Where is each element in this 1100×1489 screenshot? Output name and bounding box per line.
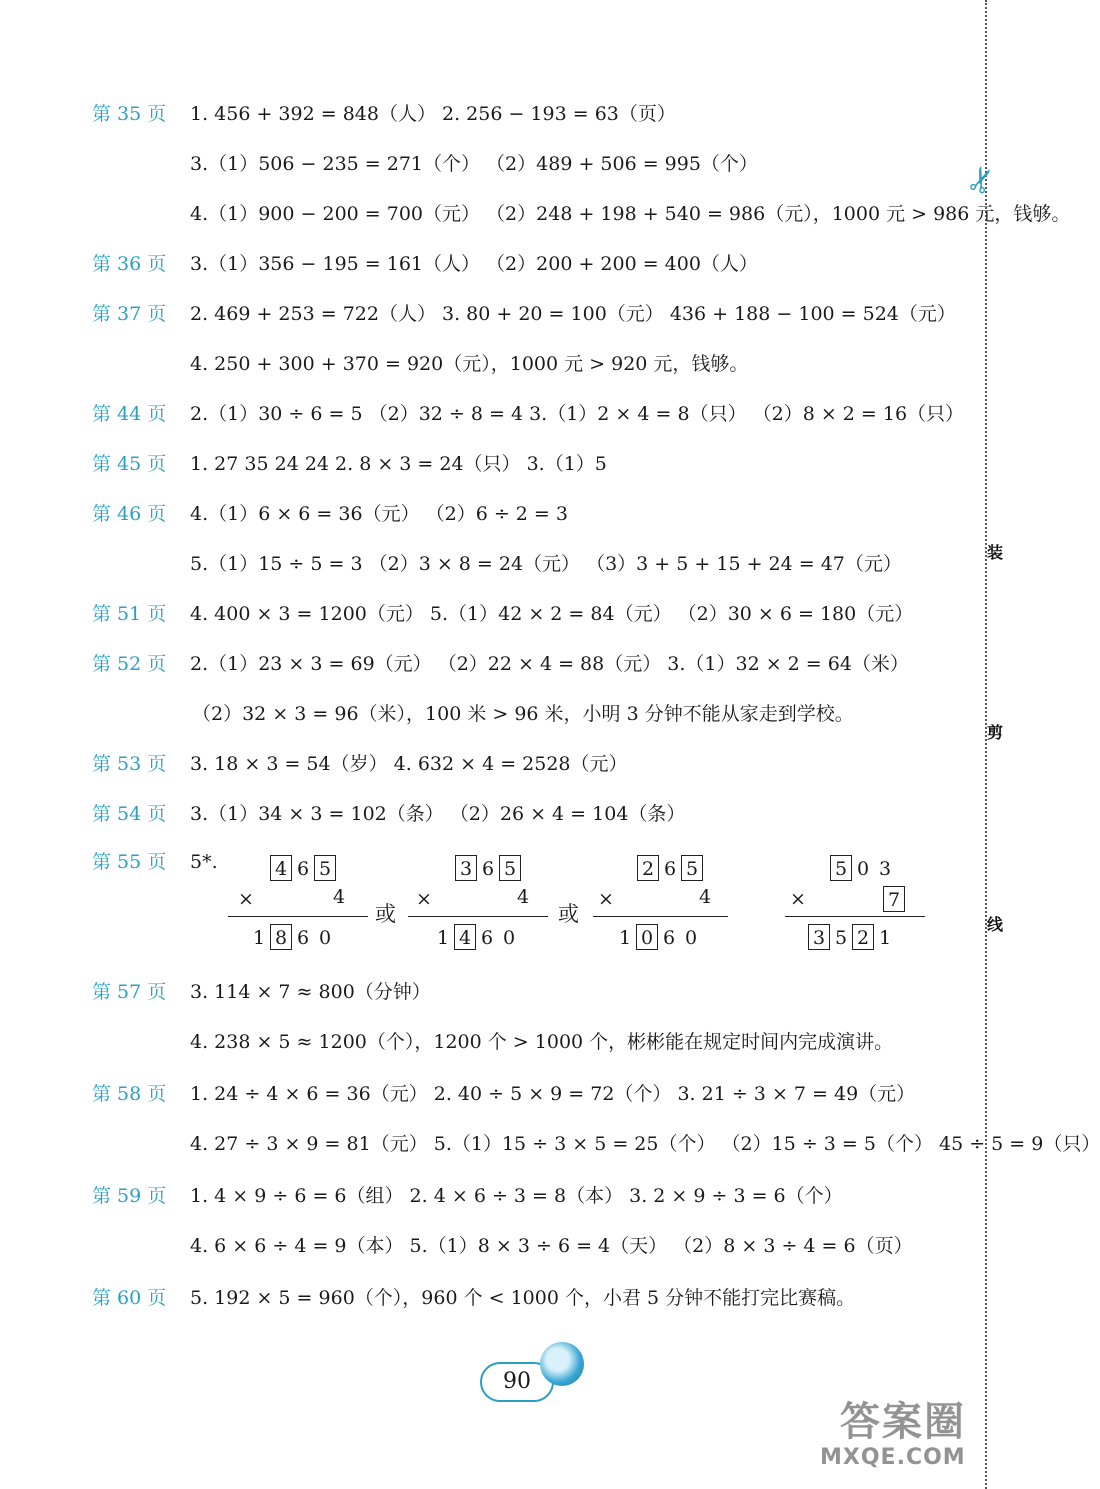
digit: 6 — [662, 927, 676, 949]
mouse-decoration-icon — [540, 1342, 584, 1386]
page-reference-label: 第 53 页 — [92, 753, 167, 775]
or-label: 或 — [375, 902, 396, 926]
answer-text: 1. 27 35 24 24 2. 8 × 3 = 24（只） 3.（1）5 — [190, 453, 607, 475]
multiplicand — [270, 855, 336, 881]
answer-text: 5. 192 × 5 = 960（个），960 个 < 1000 个，小君 5 分钟不能打完比赛稿。 — [190, 1287, 856, 1309]
answer-box-digit: 4 — [454, 924, 476, 950]
answer-text: 3. 114 × 7 ≈ 800（分钟） — [190, 981, 431, 1003]
digit: 5 — [834, 927, 848, 949]
digit: 6 — [296, 858, 310, 880]
multiplier — [694, 886, 716, 908]
multiplication-rule — [408, 916, 548, 917]
digit: 1 — [252, 927, 266, 949]
digit: 6 — [663, 858, 677, 880]
answer-text: 3.（1）34 × 3 = 102（条） （2）26 × 4 = 104（条） — [190, 803, 686, 825]
side-mark: 剪 — [987, 723, 1004, 742]
page-reference-label: 第 58 页 — [92, 1083, 167, 1105]
digit: 1 — [878, 927, 892, 949]
digit: 4 — [516, 886, 530, 908]
answer-text: 2. 469 + 253 = 722（人） 3. 80 + 20 = 100（元） 436 + 188 − 100 = 524（元） — [190, 303, 956, 325]
page-reference-label: 第 36 页 — [92, 253, 167, 275]
answer-text: 2.（1）23 × 3 = 69（元） （2）22 × 4 = 88（元） 3.（1）32 × 2 = 64（米） — [190, 653, 909, 675]
digit: 4 — [698, 886, 712, 908]
watermark — [820, 1390, 995, 1480]
answer-box-digit: 5 — [681, 855, 703, 881]
multiplier — [883, 886, 905, 912]
page-number: 90 — [480, 1362, 554, 1402]
answer-text: 4. 400 × 3 = 1200（元） 5.（1）42 × 2 = 84（元） （2）30 × 6 = 180（元） — [190, 603, 914, 625]
answer-text: 3.（1）506 − 235 = 271（个） （2）489 + 506 = 995（个） — [190, 153, 758, 175]
watermark-url: MXQE.COM — [820, 1445, 966, 1470]
answer-text: 5*. — [190, 851, 218, 873]
times-sign: × — [238, 888, 254, 910]
answer-text: 1. 456 + 392 = 848（人） 2. 256 − 193 = 63（页） — [190, 103, 676, 125]
digit: 6 — [481, 858, 495, 880]
digit: 6 — [480, 927, 494, 949]
answer-text: 4. 6 × 6 ÷ 4 = 9（本） 5.（1）8 × 3 ÷ 6 = 4（天） （2）8 × 3 ÷ 4 = 6（页） — [190, 1235, 913, 1257]
answer-text: 3.（1）356 − 195 = 161（人） （2）200 + 200 = 400（人） — [190, 253, 758, 275]
digit: 0 — [684, 927, 698, 949]
answer-box-digit: 5 — [499, 855, 521, 881]
page-reference-label: 第 35 页 — [92, 103, 167, 125]
page-reference-label: 第 44 页 — [92, 403, 167, 425]
page-reference-label: 第 59 页 — [92, 1185, 167, 1207]
multiplier — [328, 886, 350, 908]
page-reference-label: 第 51 页 — [92, 603, 167, 625]
multiplication-rule — [593, 916, 728, 917]
product — [614, 924, 702, 950]
digit: 0 — [502, 927, 516, 949]
answer-text: 1. 4 × 9 ÷ 6 = 6（组） 2. 4 × 6 ÷ 3 = 8（本） 3. 2 × 9 ÷ 3 = 6（个） — [190, 1185, 843, 1207]
times-sign: × — [790, 888, 806, 910]
answer-text: 2.（1）30 ÷ 6 = 5 （2）32 ÷ 8 = 4 3.（1）2 × 4 = 8（只） （2）8 × 2 = 16（只） — [190, 403, 965, 425]
answer-box-digit: 2 — [852, 924, 874, 950]
answer-text: （2）32 × 3 = 96（米），100 米 > 96 米，小明 3 分钟不能从家走到学校。 — [192, 703, 854, 725]
answer-text: 4.（1）900 − 200 = 700（元） （2）248 + 198 + 540 = 986（元），1000 元 > 986 元，钱够。 — [190, 203, 1071, 225]
page-reference-label: 第 52 页 — [92, 653, 167, 675]
digit: 1 — [618, 927, 632, 949]
product — [808, 924, 896, 950]
digit: 1 — [436, 927, 450, 949]
answer-box-digit: 5 — [314, 855, 336, 881]
digit: 4 — [332, 886, 346, 908]
multiplier — [512, 886, 534, 908]
multiplicand — [830, 855, 896, 881]
page-reference-label: 第 37 页 — [92, 303, 167, 325]
multiplication-rule — [228, 916, 368, 917]
digit: 0 — [856, 858, 870, 880]
answer-text: 4. 250 + 300 + 370 = 920（元），1000 元 > 920 元，钱够。 — [190, 353, 749, 375]
product — [432, 924, 520, 950]
page-reference-label: 第 45 页 — [92, 453, 167, 475]
page-reference-label: 第 46 页 — [92, 503, 167, 525]
digit: 0 — [318, 927, 332, 949]
answer-text: 3. 18 × 3 = 54（岁） 4. 632 × 4 = 2528（元） — [190, 753, 628, 775]
digit: 6 — [296, 927, 310, 949]
scissors-icon: ✂ — [958, 159, 1006, 201]
times-sign: × — [416, 888, 432, 910]
answer-box-digit: 2 — [637, 855, 659, 881]
answer-box-digit: 3 — [455, 855, 477, 881]
answer-box-digit: 7 — [883, 886, 905, 912]
or-label: 或 — [558, 902, 579, 926]
answer-box-digit: 8 — [270, 924, 292, 950]
page-reference-label: 第 57 页 — [92, 981, 167, 1003]
side-mark: 装 — [987, 543, 1004, 562]
multiplicand — [637, 855, 703, 881]
page-reference-label: 第 54 页 — [92, 803, 167, 825]
answer-text: 4. 238 × 5 ≈ 1200（个），1200 个 > 1000 个，彬彬能在规定时间内完成演讲。 — [190, 1031, 894, 1053]
multiplication-rule — [785, 916, 925, 917]
product — [248, 924, 336, 950]
digit: 3 — [878, 858, 892, 880]
answer-text: 5.（1）15 ÷ 5 = 3 （2）3 × 8 = 24（元） （3）3 + 5 + 15 + 24 = 47（元） — [190, 553, 902, 575]
answer-box-digit: 0 — [636, 924, 658, 950]
answer-text: 1. 24 ÷ 4 × 6 = 36（元） 2. 40 ÷ 5 × 9 = 72（个） 3. 21 ÷ 3 × 7 = 49（元） — [190, 1083, 916, 1105]
page-reference-label: 第 55 页 — [92, 851, 167, 873]
answer-box-digit: 5 — [830, 855, 852, 881]
times-sign: × — [598, 888, 614, 910]
answer-text: 4.（1）6 × 6 = 36（元） （2）6 ÷ 2 = 3 — [190, 503, 568, 525]
page-reference-label: 第 60 页 — [92, 1287, 167, 1309]
side-mark: 线 — [987, 915, 1004, 934]
multiplicand — [455, 855, 521, 881]
answer-box-digit: 3 — [808, 924, 830, 950]
answer-text: 4. 27 ÷ 3 × 9 = 81（元） 5.（1）15 ÷ 3 × 5 = 25（个） （2）15 ÷ 3 = 5（个） 45 ÷ 5 = 9（只） — [190, 1133, 1100, 1155]
watermark-logo: 答案圈 — [840, 1399, 966, 1445]
answer-box-digit: 4 — [270, 855, 292, 881]
